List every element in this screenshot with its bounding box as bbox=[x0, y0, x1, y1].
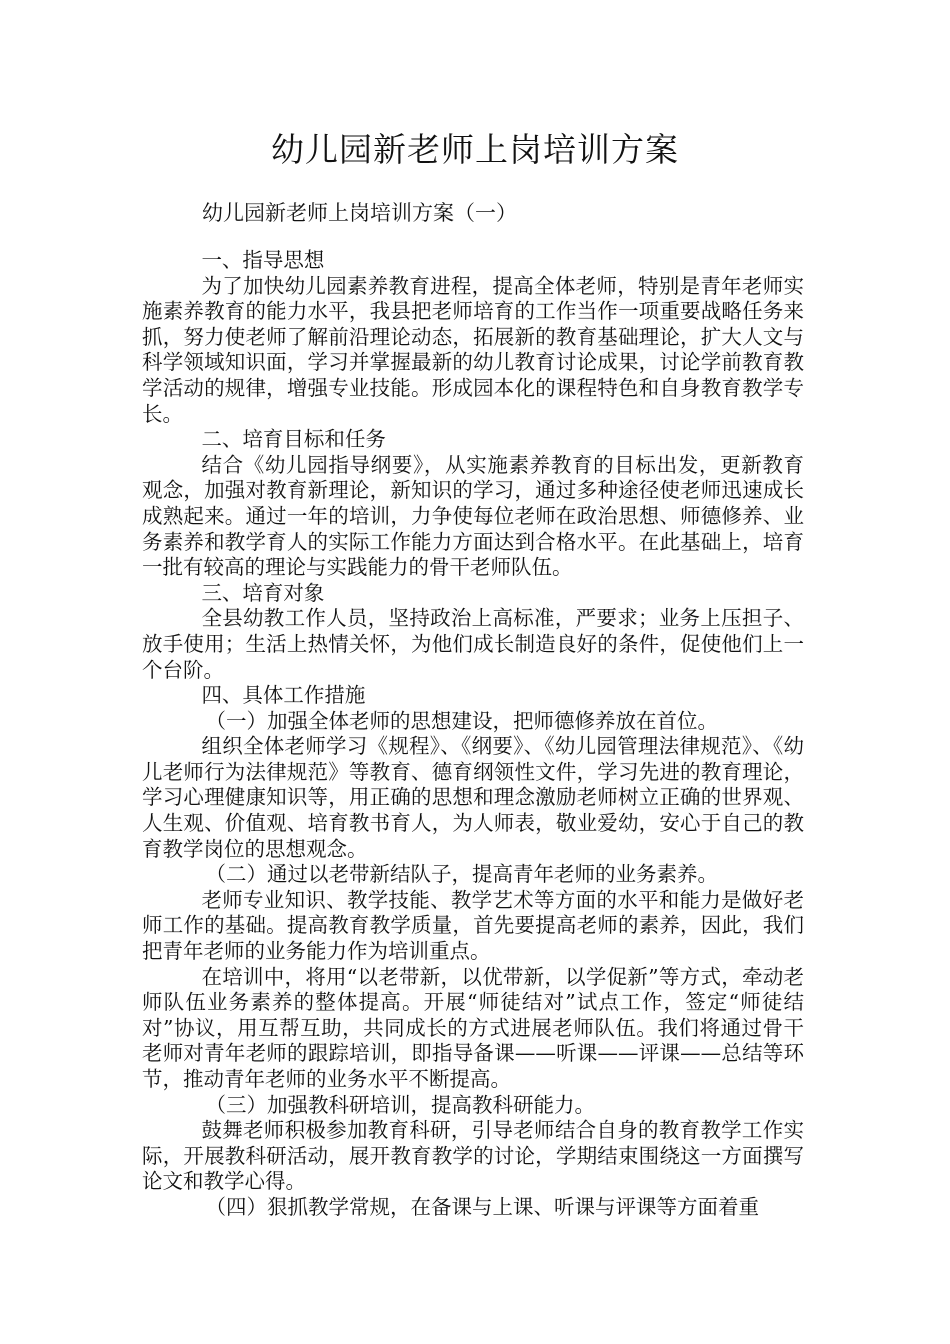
paragraph: 全县幼教工作人员，坚持政治上高标准，严要求；业务上压担子、放手使用；生活上热情关怀，为他们成长制造良好的条件，促使他们上一个台阶。 bbox=[142, 606, 804, 682]
paragraph: 老师专业知识、教学技能、教学艺术等方面的水平和能力是做好老师工作的基础。提高教育教学质量，首先要提高老师的素养，因此，我们把青年老师的业务能力作为培训重点。 bbox=[142, 887, 804, 964]
paragraph: 组织全体老师学习《规程》、《纲要》、《幼儿园管理法律规范》、《幼儿老师行为法律规范》等教育、德育纲领性文件，学习先进的教育理论，学习心理健康知识等，用正确的思想和理念激励老师树立正确的世界观、人生观、价值观、培育教书育人，为人师表，敬业爱幼，安心于自己的教育教学岗位的思想观念。 bbox=[142, 734, 804, 861]
heading-work-measures: 四、具体工作措施 bbox=[201, 683, 366, 708]
paragraph: 结合《幼儿园指导纲要》，从实施素养教育的目标出发，更新教育观念，加强对教育新理论，新知识的学习，通过多种途径使老师迅速成长成熟起来。通过一年的培训，力争使每位老师在政治思想、师德修养、业务素养和教学育人的实际工作能力方面达到合格水平。在此基础上，培育一批有较高的理论与实践能力的骨干老师队伍。 bbox=[142, 452, 804, 580]
subheading: （三）加强教科研培训，提高教科研能力。 bbox=[205, 1092, 596, 1117]
document-title: 幼儿园新老师上岗培训方案 bbox=[271, 130, 679, 169]
document-subtitle: 幼儿园新老师上岗培训方案（一） bbox=[202, 201, 517, 225]
document-body bbox=[142, 248, 804, 1221]
subheading: （一）加强全体老师的思想建设，把师德修养放在首位。 bbox=[205, 708, 719, 733]
paragraph: 在培训中，将用“以老带新，以优带新，以学促新”等方式，牵动老师队伍业务素养的整体提高。开展“师徒结对”试点工作，签定“师徒结对”协议，用互帮互助，共同成长的方式进展老师队伍。我们将通过骨干老师对青年老师的跟踪培训，即指导备课——听课——评课——总结等环节，推动青年老师的业务水平不断提高。 bbox=[142, 964, 804, 1091]
subheading: （二）通过以老带新结队子，提高青年老师的业务素养。 bbox=[205, 862, 719, 887]
heading-training-targets: 三、培育对象 bbox=[201, 580, 325, 605]
subheading: （四）狠抓教学常规，在备课与上课、听课与评课等方面着重 bbox=[205, 1194, 760, 1219]
paragraph: 为了加快幼儿园素养教育进程，提高全体老师，特别是青年老师实施素养教育的能力水平，我县把老师培育的工作当作一项重要战略任务来抓，努力使老师了解前沿理论动态，拓展新的教育基础理论，扩大人文与科学领域知识面，学习并掌握最新的幼儿教育讨论成果，讨论学前教育教学活动的规律，增强专业技能。形成园本化的课程特色和自身教育教学专长。 bbox=[142, 273, 804, 426]
paragraph: 鼓舞老师积极参加教育科研，引导老师结合自身的教育教学工作实际，开展教科研活动，展开教育教学的讨论，学期结束围绕这一方面撰写论文和教学心得。 bbox=[142, 1118, 804, 1194]
heading-guiding-thought: 一、指导思想 bbox=[201, 248, 325, 272]
heading-goals-tasks: 二、培育目标和任务 bbox=[201, 427, 386, 452]
